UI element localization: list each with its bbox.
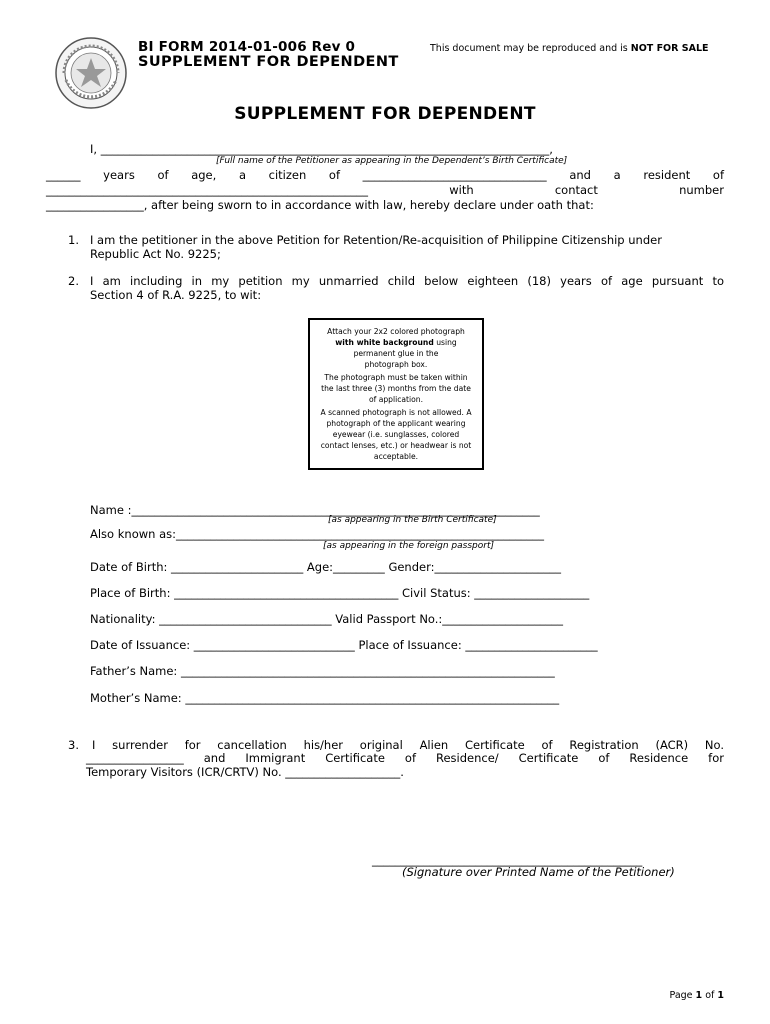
issuance-date-place-field[interactable]: Date of Issuance: ____________________________ Place of Issuance: _______________________	[90, 638, 598, 652]
page-number	[670, 990, 724, 1001]
item-1-line-2: Republic Act No. 9225;	[90, 247, 221, 261]
page-current: 1	[695, 990, 703, 1001]
aka-field[interactable]: Also known as:________________________________________________________________	[90, 527, 544, 541]
form-code: BI FORM 2014-01-006 Rev 0	[138, 39, 356, 55]
photo-instruction-line-2: using	[433, 338, 457, 347]
intro-line-1: I, ______________________________________________________________________________,	[90, 142, 553, 156]
photo-instruction-line-1: Attach your 2x2 colored photograph	[327, 327, 465, 336]
name-field-hint: [as appearing in the Birth Certificate]	[328, 515, 497, 525]
intro-hint: [Full name of the Petitioner as appearing in the Dependent’s Birth Certificate]	[216, 156, 568, 166]
photo-instruction-line-4: photograph box.	[364, 360, 428, 369]
notice-emphasis: NOT FOR SALE	[630, 43, 709, 54]
name-field[interactable]: Name :_______________________________________________________________________	[90, 503, 540, 517]
intro-line-4: _________________, after being sworn to in accordance with law, hereby declare under oath that:	[46, 198, 594, 212]
fathers-name-field[interactable]: Father’s Name: _________________________________________________________________	[90, 664, 555, 678]
page-total: 1	[717, 990, 724, 1001]
notice-prefix: This document may be reproduced and is	[430, 43, 631, 54]
intro-line-2: ______ years of age, a citizen of ________________________________ and a resident of	[46, 168, 724, 182]
item-3-number: 3.	[68, 738, 79, 752]
photo-box[interactable]	[308, 318, 484, 470]
item-2-line-1: I am including in my petition my unmarried child below eighteen (18) years of age pursuant to	[90, 274, 724, 288]
item-1-line-1: I am the petitioner in the above Petition for Retention/Re-acquisition of Philippine Citizenship under	[90, 233, 662, 247]
signature-label: (Signature over Printed Name of the Petitioner)	[402, 865, 675, 879]
page-prefix: Page	[669, 990, 696, 1001]
item-3-line-3[interactable]: Temporary Visitors (ICR/CRTV) No. ____________________.	[86, 765, 404, 779]
intro-line-3: ________________________________________________________ with contact number	[46, 183, 724, 197]
dob-age-gender-field[interactable]: Date of Birth: _______________________ Age:_________ Gender:______________________	[90, 560, 562, 574]
photo-instruction-bold: with white background	[335, 338, 434, 347]
page-title: SUPPLEMENT FOR DEPENDENT	[234, 104, 536, 124]
aka-field-hint: [as appearing in the foreign passport]	[323, 541, 494, 551]
form-subtitle: SUPPLEMENT FOR DEPENDENT	[138, 54, 399, 70]
item-3-line-2[interactable]: _________________ and Immigrant Certificate of Residence/ Certificate of Residence for	[86, 751, 724, 765]
item-2-number: 2.	[68, 274, 79, 288]
place-of-birth-civil-status-field[interactable]: Place of Birth: _______________________________________ Civil Status: ____________________	[90, 586, 590, 600]
signature-line[interactable]: _______________________________________________	[372, 853, 643, 867]
page-of: of	[702, 990, 718, 1001]
item-1-number: 1.	[68, 233, 79, 247]
reproduction-notice	[430, 43, 709, 54]
item-3-line-1: I surrender for cancellation his/her original Alien Certificate of Registration (ACR) No.	[92, 738, 724, 752]
photo-instruction-restrictions: A scanned photograph is not allowed. A photograph of the applicant wearing eyewear (i.e. sunglasses, colored contact lenses, etc.) or headwear is not acceptable.	[320, 408, 472, 461]
bureau-of-immigration-seal	[54, 36, 128, 110]
item-2-line-2: Section 4 of R.A. 9225, to wit:	[90, 288, 262, 302]
nationality-passport-field[interactable]: Nationality: ______________________________ Valid Passport No.:_____________________	[90, 612, 564, 626]
photo-instruction-line-3: permanent glue in the	[353, 349, 439, 358]
mothers-name-field[interactable]: Mother’s Name: _________________________________________________________________	[90, 691, 560, 705]
photo-instruction-timeframe: The photograph must be taken within the last three (3) months from the date of application.	[321, 373, 471, 404]
